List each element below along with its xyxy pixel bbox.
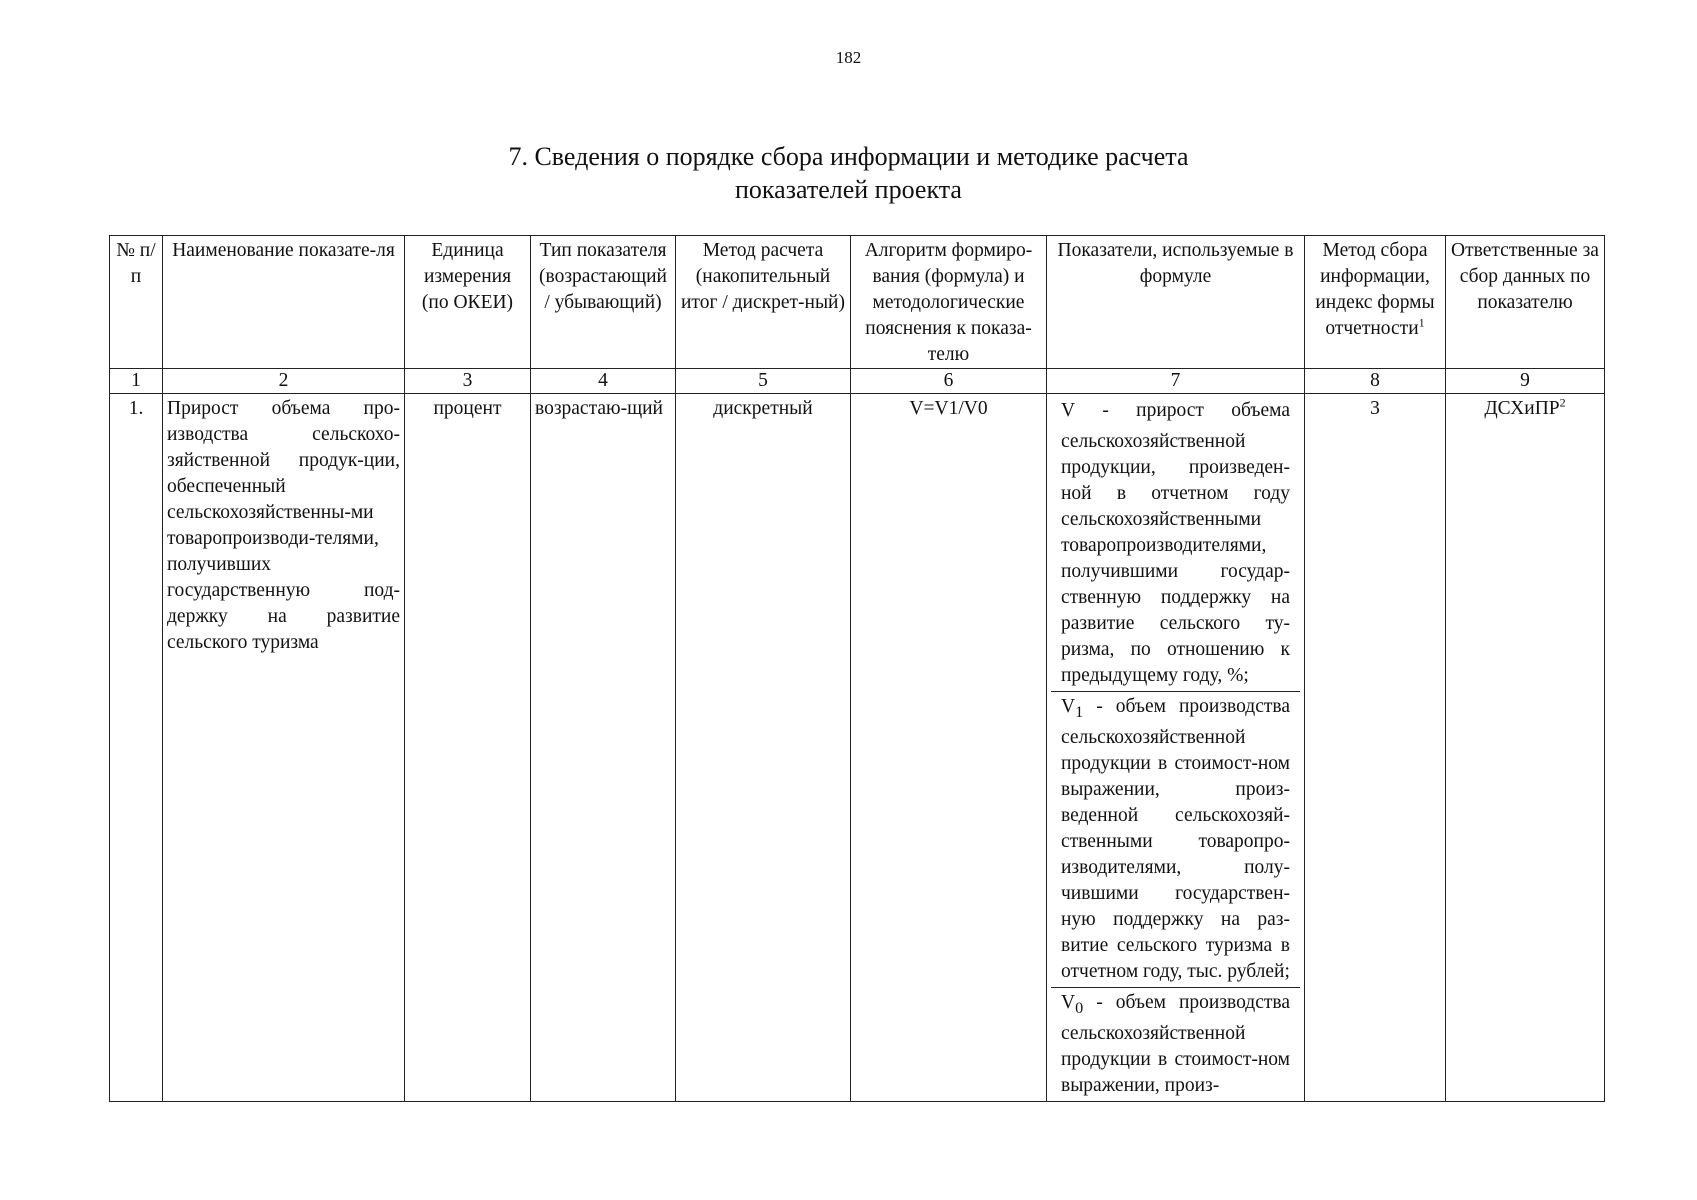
indicator-name: Прирост объема про-изводства сельскохо-зяйственной продук-ции, обеспеченный сельскохозяйственны-ми товаропроизводи-телями, получивших государственную под-держку на развитие сельского туризма [163, 394, 405, 1102]
variable-v1-description [1051, 692, 1300, 988]
table-row [110, 394, 1605, 1102]
footnote-2-mark: 2 [1559, 395, 1566, 410]
column-number: 4 [531, 369, 676, 394]
variable-symbol: V [1061, 991, 1076, 1013]
header-calc-method: Метод расчета (накопительный итог / дискрет-ный) [676, 236, 851, 369]
variable-text: - прирост объема сельскохозяйственной продукции, произведен-ной в отчетном году сельскохозяйственными товаропроизводителями, получившими государ-ственную поддержку на развитие сельского ту-ризма, по отношению к предыдущему году, %; [1061, 400, 1290, 686]
header-algorithm: Алгоритм формиро-вания (формула) и методологические пояснения к показа-телю [851, 236, 1047, 369]
header-indicator-type: Тип показателя (возрастающий / убывающий) [531, 236, 676, 369]
calc-method: дискретный [676, 394, 851, 1102]
header-unit: Единица измерения (по ОКЕИ) [405, 236, 531, 369]
header-indicator-name: Наименование показате-ля [163, 236, 405, 369]
variable-symbol: V [1061, 695, 1076, 717]
table-header-row [110, 236, 1605, 369]
title-line-1: 7. Сведения о порядке сбора информации и методике расчета [508, 142, 1189, 171]
variable-symbol: V [1061, 400, 1076, 421]
footnote-1-mark: 1 [1418, 315, 1425, 330]
header-number: № п/п [110, 236, 163, 369]
indicators-table [109, 235, 1605, 1102]
responsible-text: ДСХиПР [1484, 398, 1560, 419]
column-number: 3 [405, 369, 531, 394]
column-number: 9 [1446, 369, 1605, 394]
column-number: 1 [110, 369, 163, 394]
formula: V=V1/V0 [851, 394, 1047, 1102]
formula-variables [1047, 394, 1305, 1102]
column-number: 5 [676, 369, 851, 394]
indicator-type: возрастаю-щий [531, 394, 676, 1102]
column-number: 6 [851, 369, 1047, 394]
header-responsible: Ответственные за сбор данных по показателю [1446, 236, 1605, 369]
variable-v0-description [1051, 988, 1300, 1101]
column-number-row [110, 369, 1605, 394]
column-number: 7 [1047, 369, 1305, 394]
variable-text: - объем производства сельскохозяйственной продукции в стоимост-ном выражении, произ- [1061, 991, 1290, 1096]
variable-subscript: 1 [1075, 702, 1084, 721]
header-collection-method-text: Метод сбора информации, индекс формы отчетности [1315, 240, 1435, 339]
title-line-2: показателей проекта [735, 175, 962, 204]
unit-value: процент [405, 394, 531, 1102]
header-collection-method [1305, 236, 1446, 369]
column-number: 8 [1305, 369, 1446, 394]
page-number: 182 [835, 48, 862, 67]
collection-method: 3 [1305, 394, 1446, 1102]
page-title [0, 140, 1697, 206]
row-number: 1. [110, 394, 163, 1102]
variable-v-description [1051, 396, 1300, 692]
variable-text: - объем производства сельскохозяйственной продукции в стоимост-ном выражении, произ-веденной сельскохозяй-ственными товаропро-изводителями, полу-чившими государствен-ную поддержку на раз-витие сельского туризма в отчетном году, тыс. рублей; [1061, 695, 1290, 982]
header-formula-indicators: Показатели, используемые в формуле [1047, 236, 1305, 369]
column-number: 2 [163, 369, 405, 394]
responsible [1446, 394, 1605, 1102]
variable-subscript: 0 [1075, 998, 1084, 1017]
